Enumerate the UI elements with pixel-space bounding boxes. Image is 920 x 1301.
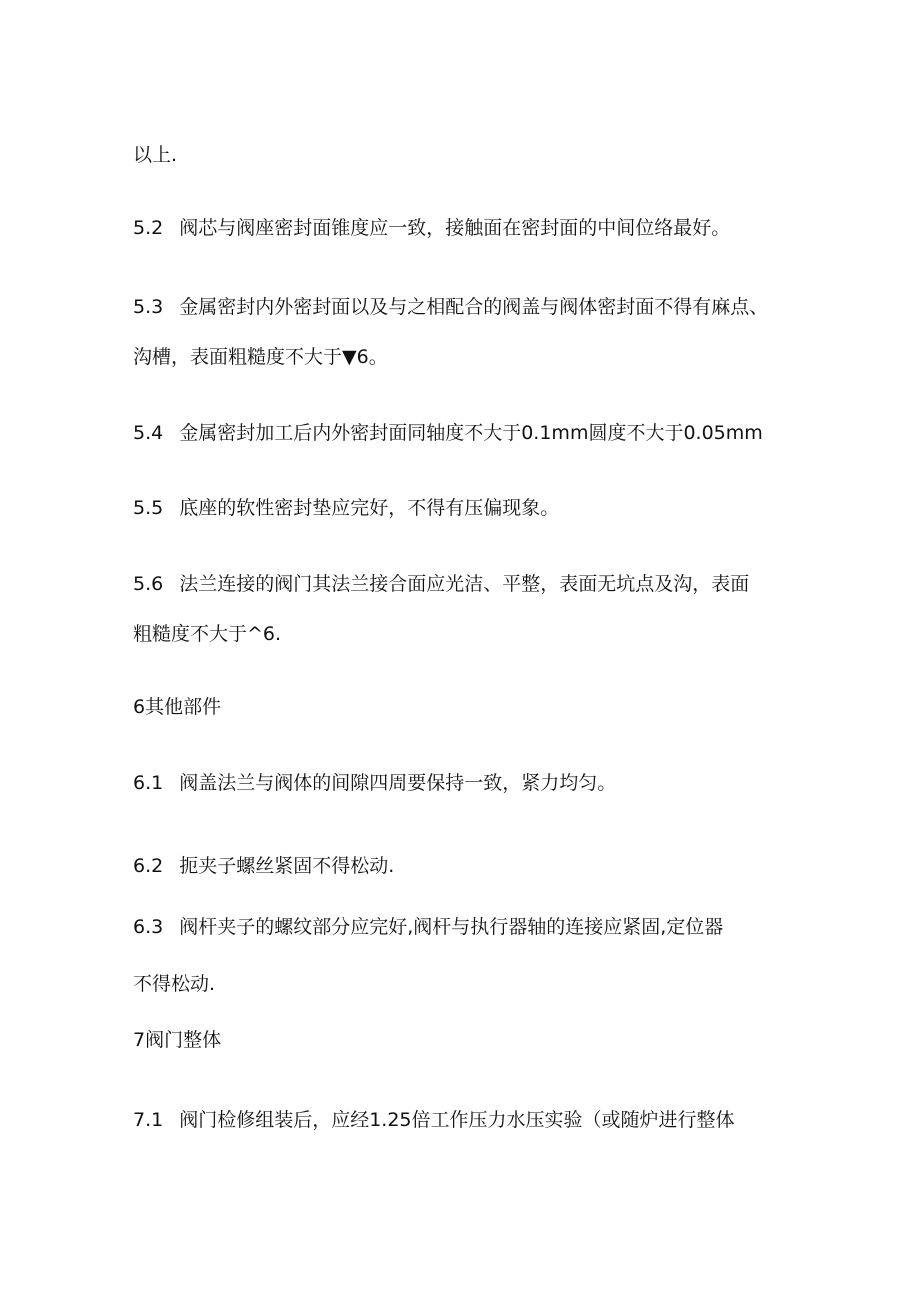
clause-number: 6.2 — [133, 855, 164, 877]
text-line: 以上. — [133, 144, 178, 166]
section-heading-7: 7阀门整体 — [133, 1029, 222, 1051]
clause-5-3 — [133, 295, 768, 319]
clause-number: 5.3 — [133, 296, 164, 318]
clause-6-1 — [133, 771, 616, 795]
clause-number: 5.5 — [133, 497, 164, 519]
clause-number: 7.1 — [133, 1109, 164, 1131]
clause-5-5 — [133, 496, 559, 520]
clause-text: 阀门检修组装后，应经1.25倍工作压力水压实验（或随炉进行整体 — [179, 1109, 735, 1131]
clause-5-3-continued: 沟槽，表面粗糙度不大于▼6。 — [133, 346, 388, 368]
clause-5-6-continued: 粗糙度不大于^6. — [133, 623, 282, 645]
clause-text: 阀芯与阀座密封面锥度应一致，接触面在密封面的中间位络最好。 — [179, 217, 731, 239]
clause-6-3 — [133, 915, 723, 939]
clause-text: 金属密封加工后内外密封面同轴度不大于0.1mm圆度不大于0.05mm — [179, 422, 763, 444]
clause-number: 6.3 — [133, 916, 164, 938]
clause-number: 5.2 — [133, 217, 164, 239]
clause-text: 扼夹子螺丝紧固不得松动. — [179, 855, 395, 877]
clause-6-2 — [133, 854, 394, 878]
clause-text: 阀杆夹子的螺纹部分应完好,阀杆与执行器轴的连接应紧固,定位器 — [179, 916, 724, 938]
clause-5-2 — [133, 216, 730, 240]
clause-text: 金属密封内外密封面以及与之相配合的阀盖与阀体密封面不得有麻点、 — [179, 296, 769, 318]
clause-6-3-continued: 不得松动. — [133, 973, 216, 995]
clause-text: 阀盖法兰与阀体的间隙四周要保持一致，紧力均匀。 — [179, 772, 617, 794]
clause-number: 5.6 — [133, 573, 164, 595]
clause-text: 法兰连接的阀门其法兰接合面应光洁、平整，表面无坑点及沟，表面 — [179, 573, 750, 595]
section-heading-6: 6其他部件 — [133, 696, 222, 718]
clause-text: 底座的软性密封垫应完好，不得有压偏现象。 — [179, 497, 560, 519]
clause-number: 5.4 — [133, 422, 164, 444]
clause-7-1 — [133, 1108, 735, 1132]
clause-5-4 — [133, 421, 763, 445]
clause-5-6 — [133, 572, 749, 596]
clause-number: 6.1 — [133, 772, 164, 794]
